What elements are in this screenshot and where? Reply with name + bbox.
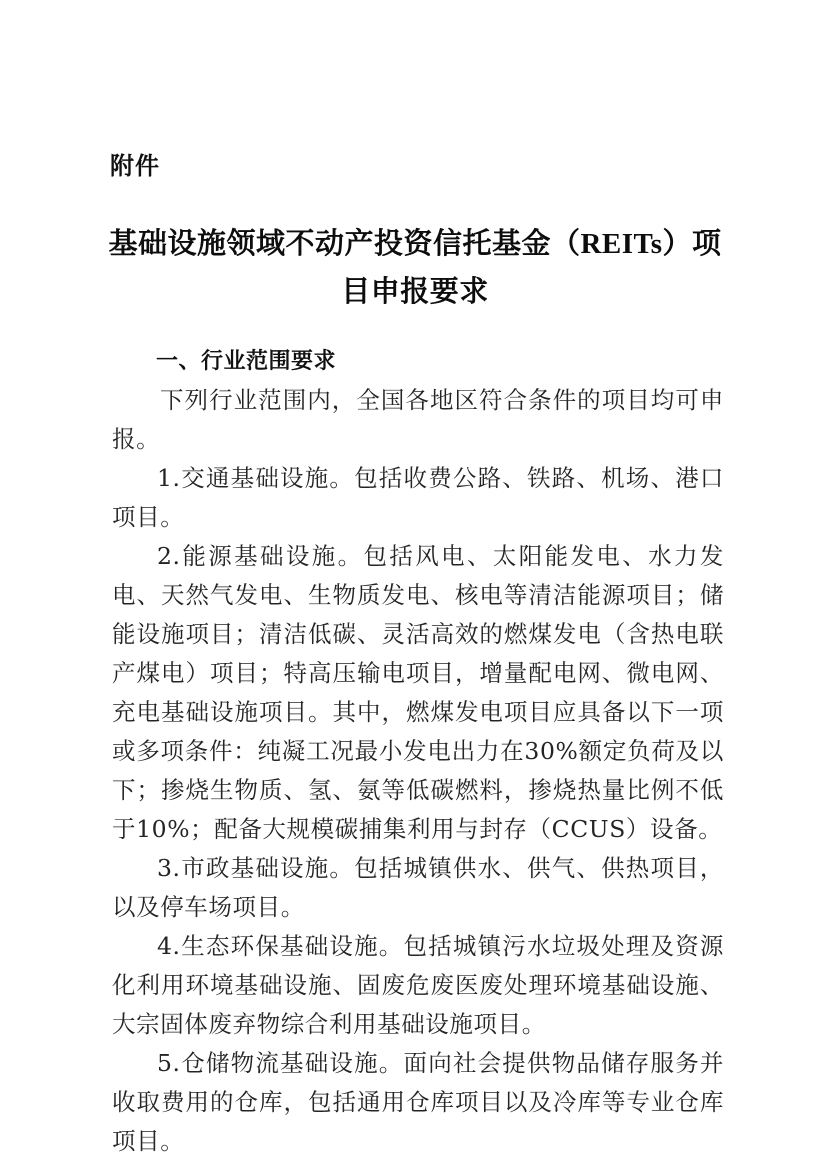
section-heading-industry-scope: 一、行业范围要求: [156, 349, 337, 374]
paragraph-item-2-energy: 2.能源基础设施。包括风电、太阳能发电、水力发电、天然气发电、生物质发电、核电等清洁能源项目；储能设施项目；清洁低碳、灵活高效的燃煤发电（含热电联产煤电）项目；特高压输电项目，增量配电网、微电网、充电基础设施项目。其中，燃煤发电项目应具备以下一项或多项条件：纯凝工况最小发电出力在30%额定负荷及以下；掺烧生物质、氢、氨等低碳燃料，掺烧热量比例不低于10%；配备大规模碳捕集利用与封存（CCUS）设备。: [112, 542, 724, 843]
document-body: [112, 342, 724, 1161]
paragraph-item-3-municipal: 3.市政基础设施。包括城镇供水、供气、供热项目，以及停车场项目。: [112, 854, 724, 921]
paragraph-item-4-environment: 4.生态环保基础设施。包括城镇污水垃圾处理及资源化利用环境基础设施、固废危废医废处理环境基础设施、大宗固体废弃物综合利用基础设施项目。: [112, 932, 724, 1038]
paragraph-item-1-transport: 1.交通基础设施。包括收费公路、铁路、机场、港口项目。: [112, 464, 724, 531]
paragraph-intro: 下列行业范围内，全国各地区符合条件的项目均可申报。: [112, 386, 724, 453]
page-title-part2: ）项目: [341, 226, 722, 308]
page-title: [108, 220, 722, 315]
page-title-latin-reits: REITs: [580, 228, 663, 260]
page-title-line2: 申报要求: [370, 274, 489, 308]
attachment-label: 附件: [110, 152, 160, 180]
paragraph-item-5-logistics: 5.仓储物流基础设施。面向社会提供物品储存服务并收取费用的仓库，包括通用仓库项目以及冷库等专业仓库项目。: [112, 1049, 724, 1155]
page-title-part1: 基础设施领域不动产投资信托基金（: [108, 226, 581, 260]
